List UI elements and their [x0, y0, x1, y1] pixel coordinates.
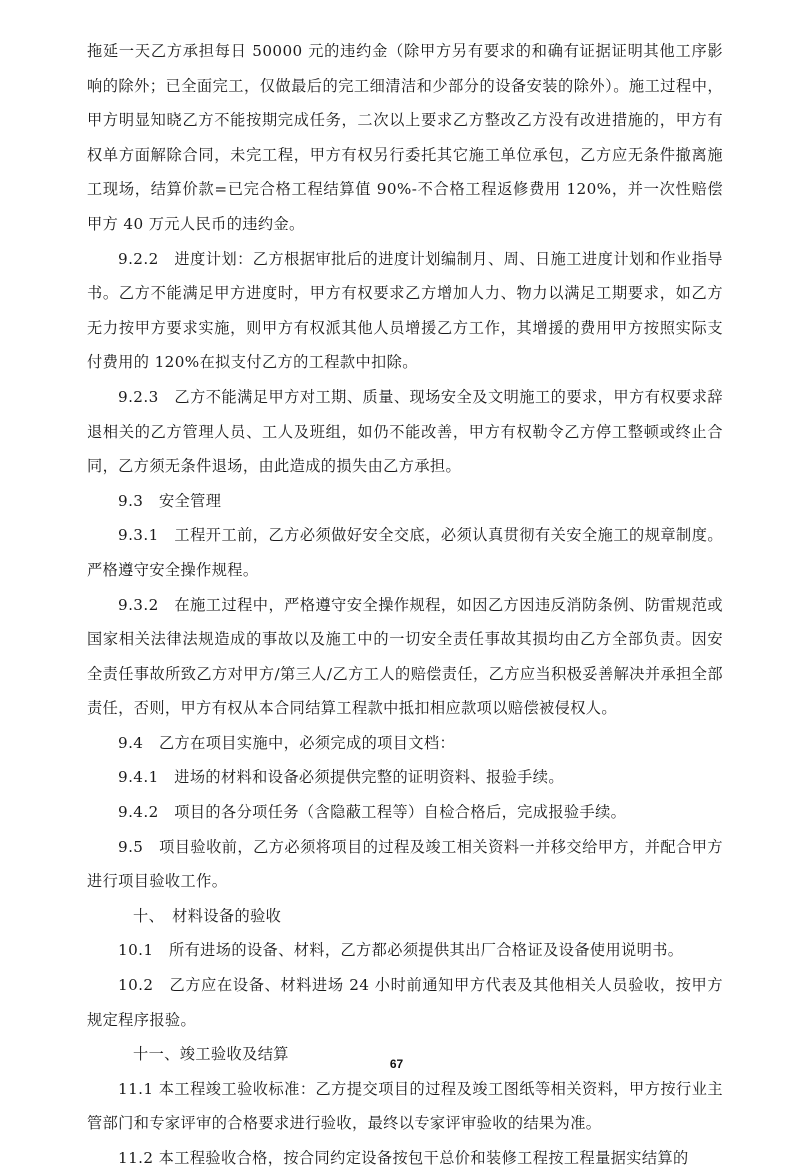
paragraph-penalty-continuation: 拖延一天乙方承担每日 50000 元的违约金（除甲方另有要求的和确有证据证明其他工序影响的除外；已全面完工，仅做最后的完工细清洁和少部分的设备安装的除外）。施工过程中，甲方明显知晓乙方不能按期完成任务，二次以上要求乙方整改乙方没有改进措施的，甲方有权单方面解除合同，未完工程，甲方有权另行委托其它施工单位承包，乙方应无条件撤离施工现场，结算价款=已完合格工程结算值 90%-不合格工程返修费用 120%，并一次性赔偿甲方 40 万元人民币的违约金。	[87, 42, 723, 233]
paragraph-9-4-1: 9.4.1 进场的材料和设备必须提供完整的证明资料、报验手续。	[118, 768, 564, 787]
section-heading-9-3: 9.3 安全管理	[118, 491, 222, 510]
paragraph-9-4: 9.4 乙方在项目实施中，必须完成的项目文档：	[118, 733, 456, 752]
section-heading-10: 十、 材料设备的验收	[133, 906, 282, 925]
paragraph-10-2: 10.2 乙方应在设备、材料进场 24 小时前通知甲方代表及其他相关人员验收，按甲方规定程序报验。	[87, 976, 723, 1029]
document-body	[87, 34, 723, 1176]
paragraph-10-1: 10.1 所有进场的设备、材料，乙方都必须提供其出厂合格证及设备使用说明书。	[118, 941, 684, 960]
section-heading-11: 十一、竣工验收及结算	[133, 1045, 289, 1064]
paragraph-11-2: 11.2 本工程验收合格，按合同约定设备按包干总价和装修工程按工程量据实结算的	[118, 1149, 689, 1167]
paragraph-9-3-2: 9.3.2 在施工过程中，严格遵守安全操作规程，如因乙方因违反消防条例、防雷规范或国家相关法律法规造成的事故以及施工中的一切安全责任事故其损均由乙方全部负责。因安全责任事故所致乙方对甲方/第三人/乙方工人的赔偿责任，乙方应当积极妥善解决并承担全部责任，否则，甲方有权从本合同结算工程款中抵扣相应款项以赔偿被侵权人。	[87, 595, 723, 718]
paragraph-9-2-3: 9.2.3 乙方不能满足甲方对工期、质量、现场安全及文明施工的要求，甲方有权要求辞退相关的乙方管理人员、工人及班组，如仍不能改善，甲方有权勒令乙方停工整顿或终止合同，乙方须无条件退场，由此造成的损失由乙方承担。	[87, 387, 723, 476]
paragraph-9-5: 9.5 项目验收前，乙方必须将项目的过程及竣工相关资料一并移交给甲方，并配合甲方进行项目验收工作。	[87, 837, 723, 891]
paragraph-9-2-2: 9.2.2 进度计划：乙方根据审批后的进度计划编制月、周、日施工进度计划和作业指导书。乙方不能满足甲方进度时，甲方有权要求乙方增加人力、物力以满足工期要求，如乙方无力按甲方要求实施，则甲方有权派其他人员增援乙方工作，其增援的费用甲方按照实际支付费用的 120%在拟支付乙方的工程款中扣除。	[87, 249, 723, 372]
paragraph-9-3-1: 9.3.1 工程开工前，乙方必须做好安全交底，必须认真贯彻有关安全施工的规章制度。严格遵守安全操作规程。	[87, 526, 723, 579]
paragraph-9-4-2: 9.4.2 项目的各分项任务（含隐蔽工程等）自检合格后，完成报验手续。	[118, 803, 627, 822]
page-number: 67	[389, 1057, 404, 1071]
paragraph-11-1: 11.1 本工程竣工验收标准：乙方提交项目的过程及竣工图纸等相关资料，甲方按行业主管部门和专家评审的合格要求进行验收，最终以专家评审验收的结果为准。	[87, 1079, 723, 1133]
